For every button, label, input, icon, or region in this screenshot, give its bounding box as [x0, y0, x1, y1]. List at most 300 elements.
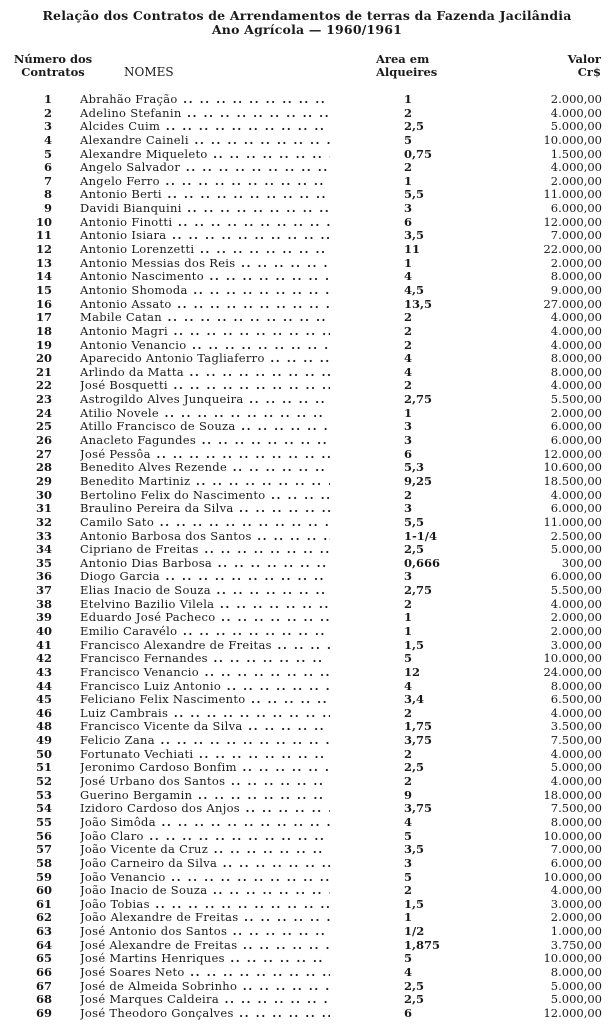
contract-value: 6.000,00 — [550, 433, 602, 448]
area-alqueires: 2 — [404, 323, 413, 338]
tenant-name: Antonio Dias Barbosa .. .. — [80, 557, 330, 571]
area-alqueires: 4 — [404, 269, 413, 284]
tenant-name: José Soares Neto .. .. — [80, 966, 330, 980]
area-alqueires: 2,75 — [404, 583, 433, 598]
tenant-name: João Inacio de Souza .. .. — [80, 884, 330, 898]
table-row — [0, 898, 614, 912]
table-row — [0, 748, 614, 762]
header-area-line1: Area em — [376, 52, 430, 66]
contract-value: 7.000,00 — [550, 228, 602, 243]
contract-value: 4.000,00 — [550, 487, 602, 502]
contract-value: 11.000,00 — [543, 187, 602, 202]
area-alqueires: 2,5 — [404, 760, 425, 775]
tenant-name: Fortunato Vechiati .. .. — [80, 748, 330, 762]
contract-value: 4.000,00 — [550, 105, 602, 120]
contract-value: 3.000,00 — [550, 896, 602, 911]
tenant-name: Davidi Bianquini .. .. — [80, 202, 330, 216]
tenant-name: João Claro .. .. — [80, 830, 330, 844]
contract-value: 7.500,00 — [550, 733, 602, 748]
contract-value: 8.000,00 — [550, 678, 602, 693]
area-alqueires: 2,5 — [404, 542, 425, 557]
contract-value: 2.000,00 — [550, 173, 602, 188]
contract-value: 4.000,00 — [550, 337, 602, 352]
contract-value: 2.000,00 — [550, 92, 602, 106]
contract-value: 10.000,00 — [543, 869, 602, 884]
table-row — [0, 352, 614, 366]
table-row — [0, 775, 614, 789]
area-alqueires: 0,666 — [404, 555, 441, 570]
tenant-name: Francisco Alexandre de Freitas .. .. — [80, 639, 330, 653]
contract-number: 68 — [35, 992, 52, 1007]
contract-value: 11.000,00 — [543, 514, 602, 529]
contract-number: 35 — [35, 555, 52, 570]
table-row — [0, 475, 614, 489]
contract-value: 2.000,00 — [550, 405, 602, 420]
contract-number: 41 — [35, 637, 52, 652]
contract-number: 3 — [43, 119, 52, 134]
contract-number: 36 — [35, 569, 52, 584]
contract-number: 37 — [35, 583, 52, 598]
column-header-value — [555, 53, 601, 79]
tenant-name: Francisco Luiz Antonio .. .. — [80, 680, 330, 694]
contract-value: 4.000,00 — [550, 323, 602, 338]
document-subtitle: Ano Agrícola — 1960/1961 — [211, 22, 403, 37]
table-row — [0, 980, 614, 994]
tenant-name: Antonio Barbosa dos Santos .. .. — [80, 530, 330, 544]
area-alqueires: 2,5 — [404, 992, 425, 1007]
tenant-name: José Antonio dos Santos .. .. — [80, 925, 330, 939]
contract-value: 8.000,00 — [550, 351, 602, 366]
contract-value: 4.000,00 — [550, 705, 602, 720]
tenant-name: Francisco Venancio .. .. — [80, 666, 330, 680]
contract-number: 4 — [43, 132, 52, 147]
area-alqueires: 5 — [404, 651, 413, 666]
area-alqueires: 2 — [404, 883, 413, 898]
contract-number: 17 — [35, 310, 52, 325]
tenant-name: Francisco Vicente da Silva .. .. — [80, 720, 330, 734]
contract-value: 1.500,00 — [550, 146, 602, 161]
contract-value: 4.000,00 — [550, 310, 602, 325]
table-row — [0, 680, 614, 694]
table-row — [0, 93, 614, 107]
contract-number: 62 — [35, 910, 52, 925]
contract-value: 4.000,00 — [550, 746, 602, 761]
header-value-line1: Valor — [567, 52, 601, 66]
area-alqueires: 5 — [404, 828, 413, 843]
tenant-name: Aparecido Antonio Tagliaferro .. .. — [80, 352, 330, 366]
contract-value: 3.500,00 — [550, 719, 602, 734]
tenant-name: Antonio Isiara .. .. — [80, 229, 330, 243]
contract-number: 29 — [35, 473, 52, 488]
contract-number: 53 — [35, 787, 52, 802]
tenant-name: Astrogildo Alves Junqueira .. .. — [80, 393, 330, 407]
contract-number: 61 — [35, 896, 52, 911]
tenant-name: Antonio Messias dos Reis .. .. — [80, 257, 330, 271]
tenant-name: Atillo Francisco de Souza .. .. — [80, 420, 330, 434]
contract-number: 9 — [43, 201, 52, 216]
contract-value: 5.000,00 — [550, 978, 602, 993]
contract-number: 40 — [35, 623, 52, 638]
area-alqueires: 3,5 — [404, 842, 425, 857]
contract-value: 2.500,00 — [550, 528, 602, 543]
tenant-name: Izidoro Cardoso dos Anjos .. .. — [80, 802, 330, 816]
tenant-name: Alexandre Caineli .. .. — [80, 134, 330, 148]
tenant-name: João Simôda .. .. — [80, 816, 330, 830]
table-row — [0, 707, 614, 721]
contract-number: 10 — [35, 214, 52, 229]
table-row — [0, 379, 614, 393]
contract-value: 12.000,00 — [543, 446, 602, 461]
area-alqueires: 5,3 — [404, 460, 425, 475]
table-row — [0, 584, 614, 598]
contract-value: 18.000,00 — [543, 787, 602, 802]
header-area-line2: Alqueires — [376, 65, 438, 79]
header-value-line2: Cr$ — [577, 65, 601, 79]
contract-number: 60 — [35, 883, 52, 898]
table-row — [0, 339, 614, 353]
contract-value: 5.000,00 — [550, 992, 602, 1007]
tenant-name: Bertolino Felix do Nascimento .. .. — [80, 489, 330, 503]
contract-number: 27 — [35, 446, 52, 461]
contract-number: 67 — [35, 978, 52, 993]
tenant-name: Benedito Alves Rezende .. .. — [80, 461, 330, 475]
area-alqueires: 3 — [404, 501, 413, 516]
tenant-name: João Vicente da Cruz .. .. — [80, 843, 330, 857]
table-row — [0, 761, 614, 775]
area-alqueires: 9,25 — [404, 473, 433, 488]
contract-number: 38 — [35, 596, 52, 611]
tenant-name: João Tobias .. .. — [80, 898, 330, 912]
table-row — [0, 420, 614, 434]
contract-value: 5.500,00 — [550, 583, 602, 598]
tenant-name: José Alexandre de Freitas .. .. — [80, 939, 330, 953]
contract-number: 55 — [35, 814, 52, 829]
contract-value: 2.000,00 — [550, 255, 602, 270]
contract-number: 56 — [35, 828, 52, 843]
area-alqueires: 2 — [404, 160, 413, 175]
contract-number: 64 — [35, 937, 52, 952]
area-alqueires: 2 — [404, 746, 413, 761]
table-row — [0, 216, 614, 230]
area-alqueires: 1,875 — [404, 937, 441, 952]
contract-value: 8.000,00 — [550, 269, 602, 284]
table-row — [0, 911, 614, 925]
table-row — [0, 857, 614, 871]
contract-value: 12.000,00 — [543, 1005, 602, 1020]
contract-value: 18.500,00 — [543, 473, 602, 488]
contract-value: 9.000,00 — [550, 282, 602, 297]
contract-value: 24.000,00 — [543, 664, 602, 679]
table-row — [0, 802, 614, 816]
table-row — [0, 693, 614, 707]
contract-number: 52 — [35, 774, 52, 789]
contract-number: 14 — [35, 269, 52, 284]
tenant-name: Atilio Novele .. .. — [80, 407, 330, 421]
area-alqueires: 2,75 — [404, 392, 433, 407]
tenant-name: Etelvino Bazilio Vilela .. .. — [80, 598, 330, 612]
tenant-name: José de Almeida Sobrinho .. .. — [80, 980, 330, 994]
area-alqueires: 1-1/4 — [404, 528, 437, 543]
contract-number: 16 — [35, 296, 52, 311]
area-alqueires: 2 — [404, 774, 413, 789]
area-alqueires: 4 — [404, 351, 413, 366]
tenant-name: José Marques Caldeira .. .. — [80, 993, 330, 1007]
table-row — [0, 516, 614, 530]
contract-number: 59 — [35, 869, 52, 884]
area-alqueires: 2 — [404, 487, 413, 502]
area-alqueires: 3,4 — [404, 692, 425, 707]
area-alqueires: 3,75 — [404, 801, 433, 816]
table-row — [0, 270, 614, 284]
contract-value: 6.000,00 — [550, 201, 602, 216]
contract-number: 45 — [35, 692, 52, 707]
area-alqueires: 2 — [404, 596, 413, 611]
contract-value: 5.000,00 — [550, 760, 602, 775]
contract-value: 1.000,00 — [550, 924, 602, 939]
area-alqueires: 4 — [404, 364, 413, 379]
contract-value: 5.500,00 — [550, 392, 602, 407]
area-alqueires: 12 — [404, 664, 421, 679]
contract-number: 28 — [35, 460, 52, 475]
tenant-name: João Carneiro da Silva .. .. — [80, 857, 330, 871]
contract-number: 19 — [35, 337, 52, 352]
area-alqueires: 1/2 — [404, 924, 425, 939]
header-number-line2: Contratos — [21, 65, 85, 79]
contract-number: 13 — [35, 255, 52, 270]
table-row — [0, 298, 614, 312]
table-row — [0, 830, 614, 844]
area-alqueires: 3 — [404, 569, 413, 584]
area-alqueires: 3,5 — [404, 228, 425, 243]
tenant-name: Antonio Berti .. .. — [80, 188, 330, 202]
tenant-name: Eduardo José Pacheco .. .. — [80, 611, 330, 625]
table-row — [0, 161, 614, 175]
table-row — [0, 120, 614, 134]
contract-number: 22 — [35, 378, 52, 393]
area-alqueires: 6 — [404, 446, 413, 461]
table-row — [0, 734, 614, 748]
table-row — [0, 939, 614, 953]
contract-value: 4.000,00 — [550, 160, 602, 175]
table-row — [0, 188, 614, 202]
table-row — [0, 434, 614, 448]
contract-value: 5.000,00 — [550, 119, 602, 134]
contract-value: 3.750,00 — [550, 937, 602, 952]
contract-number: 50 — [35, 746, 52, 761]
contract-value: 6.000,00 — [550, 501, 602, 516]
contract-number: 32 — [35, 514, 52, 529]
area-alqueires: 11 — [404, 242, 421, 257]
table-row — [0, 666, 614, 680]
contract-value: 4.000,00 — [550, 596, 602, 611]
tenant-name: José Bosquetti .. .. — [80, 379, 330, 393]
table-row — [0, 625, 614, 639]
contract-number: 63 — [35, 924, 52, 939]
contract-value: 6.000,00 — [550, 569, 602, 584]
table-row — [0, 1007, 614, 1021]
contract-number: 46 — [35, 705, 52, 720]
contract-value: 8.000,00 — [550, 364, 602, 379]
contract-value: 10.600,00 — [543, 460, 602, 475]
contract-number: 34 — [35, 542, 52, 557]
area-alqueires: 2,5 — [404, 978, 425, 993]
tenant-name: Antonio Finotti .. .. — [80, 216, 330, 230]
column-header-area — [376, 53, 437, 79]
tenant-name: José Pessôa .. .. — [80, 448, 330, 462]
area-alqueires: 1 — [404, 623, 413, 638]
contract-value: 2.000,00 — [550, 610, 602, 625]
area-alqueires: 4,5 — [404, 282, 425, 297]
table-row — [0, 366, 614, 380]
contract-number: 12 — [35, 242, 52, 257]
tenant-name: Antonio Nascimento .. .. — [80, 270, 330, 284]
tenant-name: Camilo Sato .. .. — [80, 516, 330, 530]
contract-value: 300,00 — [561, 555, 602, 570]
area-alqueires: 1,5 — [404, 637, 425, 652]
tenant-name: Antonio Venancio .. .. — [80, 339, 330, 353]
area-alqueires: 2 — [404, 310, 413, 325]
area-alqueires: 2 — [404, 337, 413, 352]
area-alqueires: 2 — [404, 378, 413, 393]
area-alqueires: 1 — [404, 910, 413, 925]
area-alqueires: 1 — [404, 610, 413, 625]
contract-value: 22.000,00 — [543, 242, 602, 257]
table-row — [0, 639, 614, 653]
contract-number: 58 — [35, 855, 52, 870]
tenant-name: Alcides Cuim .. .. — [80, 120, 330, 134]
tenant-name: Angelo Ferro .. .. — [80, 175, 330, 189]
table-row — [0, 871, 614, 885]
contract-number: 51 — [35, 760, 52, 775]
contract-number: 44 — [35, 678, 52, 693]
contract-value: 4.000,00 — [550, 378, 602, 393]
tenant-name: Luiz Cambrais .. .. — [80, 707, 330, 721]
area-alqueires: 1 — [404, 255, 413, 270]
table-row — [0, 107, 614, 121]
contract-number: 33 — [35, 528, 52, 543]
tenant-name: João Alexandre de Freitas .. .. — [80, 911, 330, 925]
area-alqueires: 4 — [404, 814, 413, 829]
tenant-name: Braulino Pereira da Silva .. .. — [80, 502, 330, 516]
contract-value: 6.000,00 — [550, 419, 602, 434]
contract-number: 49 — [35, 733, 52, 748]
tenant-name: Anacleto Fagundes .. .. — [80, 434, 330, 448]
tenant-name: Elias Inacio de Souza .. .. — [80, 584, 330, 598]
table-row — [0, 257, 614, 271]
table-row — [0, 598, 614, 612]
area-alqueires: 5 — [404, 951, 413, 966]
table-row — [0, 325, 614, 339]
contract-number: 66 — [35, 965, 52, 979]
contract-number: 18 — [35, 323, 52, 338]
contract-value: 27.000,00 — [543, 296, 602, 311]
contract-number: 26 — [35, 433, 52, 448]
tenant-name: Abrahão Fração .. .. — [80, 93, 330, 107]
contract-value: 2.000,00 — [550, 623, 602, 638]
contract-value: 6.500,00 — [550, 692, 602, 707]
column-header-number — [8, 53, 98, 79]
contract-value: 4.000,00 — [550, 883, 602, 898]
contract-value: 10.000,00 — [543, 651, 602, 666]
table-row — [0, 134, 614, 148]
table-row — [0, 284, 614, 298]
table-row — [0, 966, 614, 980]
area-alqueires: 9 — [404, 787, 413, 802]
area-alqueires: 13,5 — [404, 296, 433, 311]
tenant-name: João Venancio .. .. — [80, 871, 330, 885]
contract-number: 20 — [35, 351, 52, 366]
area-alqueires: 0,75 — [404, 146, 433, 161]
area-alqueires: 3 — [404, 201, 413, 216]
table-row — [0, 502, 614, 516]
tenant-name: José Theodoro Gonçalves .. .. — [80, 1007, 330, 1021]
document-title: Relação dos Contratos de Arrendamentos de terras da Fazenda Jacilândia — [42, 8, 572, 23]
table-row — [0, 884, 614, 898]
column-header-names: NOMES — [124, 65, 174, 79]
table-row — [0, 530, 614, 544]
contract-number: 23 — [35, 392, 52, 407]
tenant-name: Alexandre Miqueleto .. .. — [80, 148, 330, 162]
contract-value: 7.000,00 — [550, 842, 602, 857]
table-row — [0, 393, 614, 407]
tenant-name: Feliciano Felix Nascimento .. .. — [80, 693, 330, 707]
contract-value: 12.000,00 — [543, 214, 602, 229]
table-row — [0, 448, 614, 462]
contract-value: 8.000,00 — [550, 814, 602, 829]
table-row — [0, 925, 614, 939]
area-alqueires: 1 — [404, 92, 413, 106]
area-alqueires: 5 — [404, 869, 413, 884]
contract-value: 10.000,00 — [543, 132, 602, 147]
contract-value: 10.000,00 — [543, 951, 602, 966]
area-alqueires: 2 — [404, 705, 413, 720]
contract-number: 8 — [43, 187, 52, 202]
table-row — [0, 461, 614, 475]
table-row — [0, 311, 614, 325]
contract-value: 2.000,00 — [550, 910, 602, 925]
table-row — [0, 993, 614, 1007]
table-row — [0, 202, 614, 216]
tenant-name: José Urbano dos Santos .. .. — [80, 775, 330, 789]
area-alqueires: 6 — [404, 1005, 413, 1020]
area-alqueires: 5 — [404, 132, 413, 147]
area-alqueires: 4 — [404, 965, 413, 979]
contract-number: 24 — [35, 405, 52, 420]
table-row — [0, 611, 614, 625]
contract-number: 2 — [43, 105, 52, 120]
contract-value: 5.000,00 — [550, 542, 602, 557]
area-alqueires: 5,5 — [404, 187, 425, 202]
contract-number: 48 — [35, 719, 52, 734]
table-row — [0, 175, 614, 189]
table-row — [0, 243, 614, 257]
tenant-name: Arlindo da Matta .. .. — [80, 366, 330, 380]
area-alqueires: 3 — [404, 433, 413, 448]
contract-number: 65 — [35, 951, 52, 966]
contracts-table — [0, 93, 614, 1021]
contract-number: 30 — [35, 487, 52, 502]
area-alqueires: 5,5 — [404, 514, 425, 529]
table-row — [0, 489, 614, 503]
tenant-name: Diogo Garcia .. .. — [80, 570, 330, 584]
contract-number: 11 — [35, 228, 52, 243]
area-alqueires: 1,5 — [404, 896, 425, 911]
table-row — [0, 407, 614, 421]
table-row — [0, 789, 614, 803]
table-row — [0, 843, 614, 857]
contract-number: 57 — [35, 842, 52, 857]
contract-number: 42 — [35, 651, 52, 666]
